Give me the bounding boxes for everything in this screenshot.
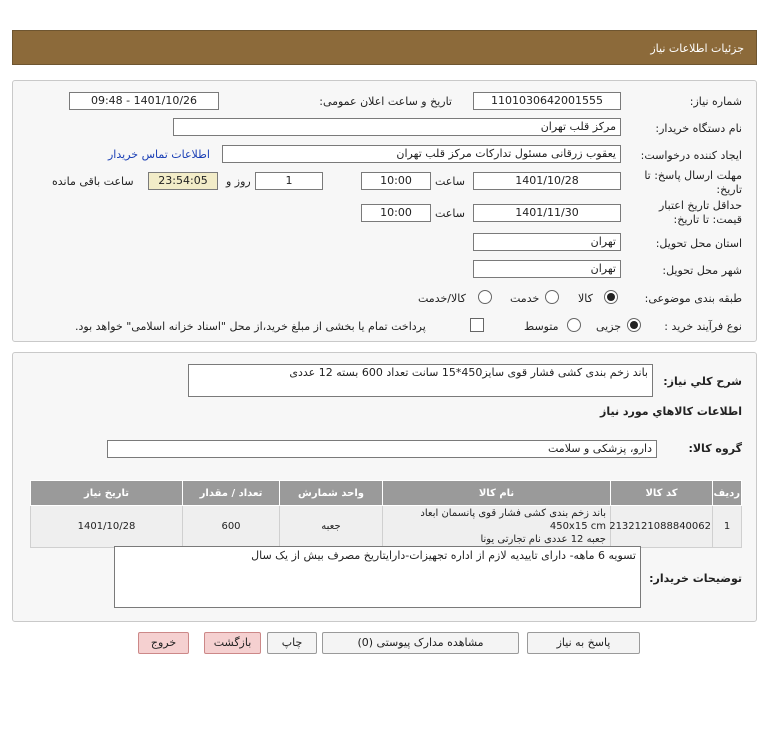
goods-group-label: گروه کالا: [688,442,742,455]
col-index: ردیف [713,481,742,506]
print-button[interactable]: چاپ [267,632,317,654]
validity-label: حداقل تاریخ اعتبار قیمت: تا تاریخ: [658,199,742,226]
process-medium-label: متوسط [524,320,559,333]
cell-date: 1401/10/28 [31,506,183,548]
days-field: 1 [255,172,323,190]
remaining-label: ساعت باقی مانده [52,175,134,188]
announce-field: 1401/10/26 - 09:48 [69,92,219,110]
need-number-field: 1101030642001555 [473,92,621,110]
category-goods-service-label: کالا/خدمت [418,292,466,305]
col-qty: تعداد / مقدار [183,481,280,506]
process-label: نوع فرآیند خرید : [664,320,742,333]
goods-table-header [31,481,742,506]
contact-buyer-link[interactable]: اطلاعات تماس خریدار [108,148,210,161]
page-title: جزئیات اطلاعات نیاز [650,42,744,55]
back-button[interactable]: بازگشت [204,632,261,654]
goods-group-field: دارو، پزشکی و سلامت [107,440,657,458]
remaining-time-field: 23:54:05 [148,172,218,190]
buyer-notes-field: تسویه 6 ماهه- دارای تاییدیه لازم از اداره تجهیزات-دارایتاریخ مصرف بیش از یک سال [114,546,641,608]
attachments-button[interactable]: مشاهده مدارک پیوستی (0) [322,632,519,654]
requester-label: ایجاد کننده درخواست: [640,149,742,162]
goods-table [30,480,742,548]
cell-name-line2: جعبه 12 عددی نام تجارتی یونا [480,534,606,545]
process-medium-radio[interactable] [567,318,581,332]
page-header [12,30,757,65]
cell-index: 1 [713,506,742,548]
validity-time-field: 10:00 [361,204,431,222]
process-minor-label: جزیی [596,320,622,333]
category-goods-radio[interactable] [604,290,618,304]
buyer-org-field: مرکز قلب تهران [173,118,621,136]
reply-button[interactable]: پاسخ به نیاز [527,632,640,654]
cell-unit: جعبه [280,506,383,548]
validity-time-label: ساعت [435,207,465,220]
treasury-payment-checkbox[interactable] [470,318,484,332]
validity-date-field: 1401/11/30 [473,204,621,222]
description-label: شرح کلي نياز: [663,375,742,388]
city-label: شهر محل تحویل: [662,264,742,277]
announce-label: تاریخ و ساعت اعلان عمومی: [319,95,452,108]
category-goods-service-radio[interactable] [478,290,492,304]
cell-code: 2132121088840062 [611,506,713,548]
requester-field: یعقوب زرقانی مسئول تدارکات مرکز قلب تهران [222,145,621,163]
cell-name-line1: باند زخم بندی کشی فشار قوی پانسمان ابعاد 450x15 cm [420,508,606,532]
days-label: روز و [226,175,251,188]
deadline-time-label: ساعت [435,175,465,188]
col-date: تاریخ نیاز [31,481,183,506]
exit-button[interactable]: خروج [138,632,189,654]
category-service-radio[interactable] [545,290,559,304]
deadline-time-field: 10:00 [361,172,431,190]
category-goods-label: کالا [578,292,593,305]
buyer-notes-label: توضیحات خریدار: [649,572,742,585]
province-label: استان محل تحویل: [655,237,742,250]
process-minor-radio[interactable] [627,318,641,332]
col-code: کد کالا [611,481,713,506]
col-unit: واحد شمارش [280,481,383,506]
description-field: باند زخم بندی کشی فشار قوی سایز450*15 سانت تعداد 600 بسته 12 عددی [188,364,653,397]
cell-name [383,506,611,548]
table-row [31,506,742,548]
category-label: طبقه بندی موضوعی: [644,292,742,305]
category-service-label: خدمت [510,292,540,305]
deadline-date-field: 1401/10/28 [473,172,621,190]
buyer-org-label: نام دستگاه خریدار: [655,122,742,135]
goods-section-title: اطلاعات کالاهاي مورد نياز [600,405,742,418]
need-number-label: شماره نیاز: [689,95,742,108]
city-field: تهران [473,260,621,278]
col-name: نام کالا [383,481,611,506]
cell-qty: 600 [183,506,280,548]
treasury-payment-note: پرداخت تمام یا بخشی از مبلغ خرید،از محل "اسناد خزانه اسلامی" خواهد بود. [75,320,426,333]
province-field: تهران [473,233,621,251]
deadline-label: مهلت ارسال پاسخ: تا تاریخ: [644,169,742,196]
